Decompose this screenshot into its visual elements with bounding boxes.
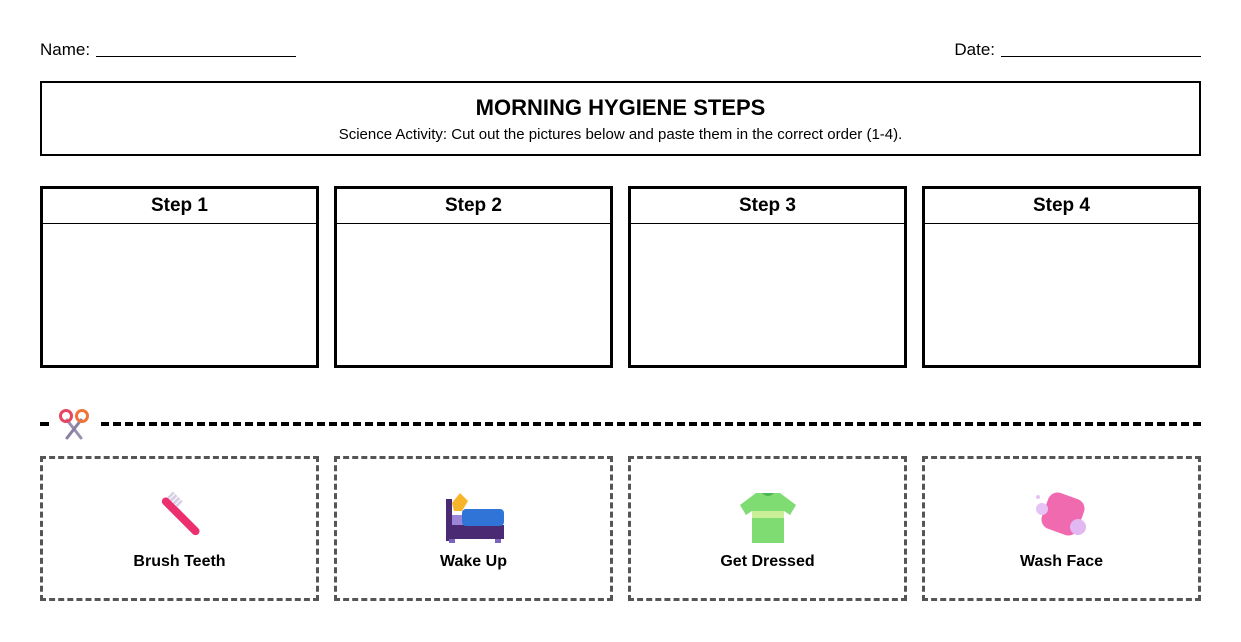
step-label: Step 4 (925, 189, 1198, 224)
date-label: Date: (954, 40, 995, 59)
card-label: Get Dressed (720, 552, 815, 570)
card-label: Wash Face (1020, 552, 1103, 570)
date-field[interactable] (954, 40, 1201, 60)
scissors-icon (57, 408, 91, 442)
dash-segment (40, 422, 49, 426)
worksheet-title: MORNING HYGIENE STEPS (475, 95, 766, 120)
step-box-3[interactable] (628, 186, 907, 368)
card-label: Wake Up (440, 552, 507, 570)
step-label: Step 3 (631, 189, 904, 224)
cutout-card[interactable] (40, 456, 319, 601)
name-line[interactable] (96, 42, 296, 57)
cut-line (40, 408, 1201, 440)
step-label: Step 2 (337, 189, 610, 224)
cutout-card[interactable] (334, 456, 613, 601)
step-label: Step 1 (43, 189, 316, 224)
step-box-2[interactable] (334, 186, 613, 368)
dash-line (101, 422, 1201, 426)
step-box-1[interactable] (40, 186, 319, 368)
step-box-4[interactable] (922, 186, 1201, 368)
cutout-cards (40, 456, 1201, 601)
date-line[interactable] (1001, 42, 1201, 57)
cutout-card[interactable] (922, 456, 1201, 601)
card-label: Brush Teeth (133, 552, 226, 570)
bed-icon (444, 487, 504, 547)
tshirt-icon (738, 487, 798, 547)
header-box (40, 81, 1201, 156)
toothbrush-icon (150, 487, 210, 547)
worksheet-instructions: Science Activity: Cut out the pictures below and paste them in the correct order (1-4). (338, 126, 903, 143)
step-boxes (40, 186, 1201, 368)
name-label: Name: (40, 40, 91, 59)
name-field[interactable] (40, 40, 296, 60)
soap-icon (1032, 487, 1092, 547)
cutout-card[interactable] (628, 456, 907, 601)
